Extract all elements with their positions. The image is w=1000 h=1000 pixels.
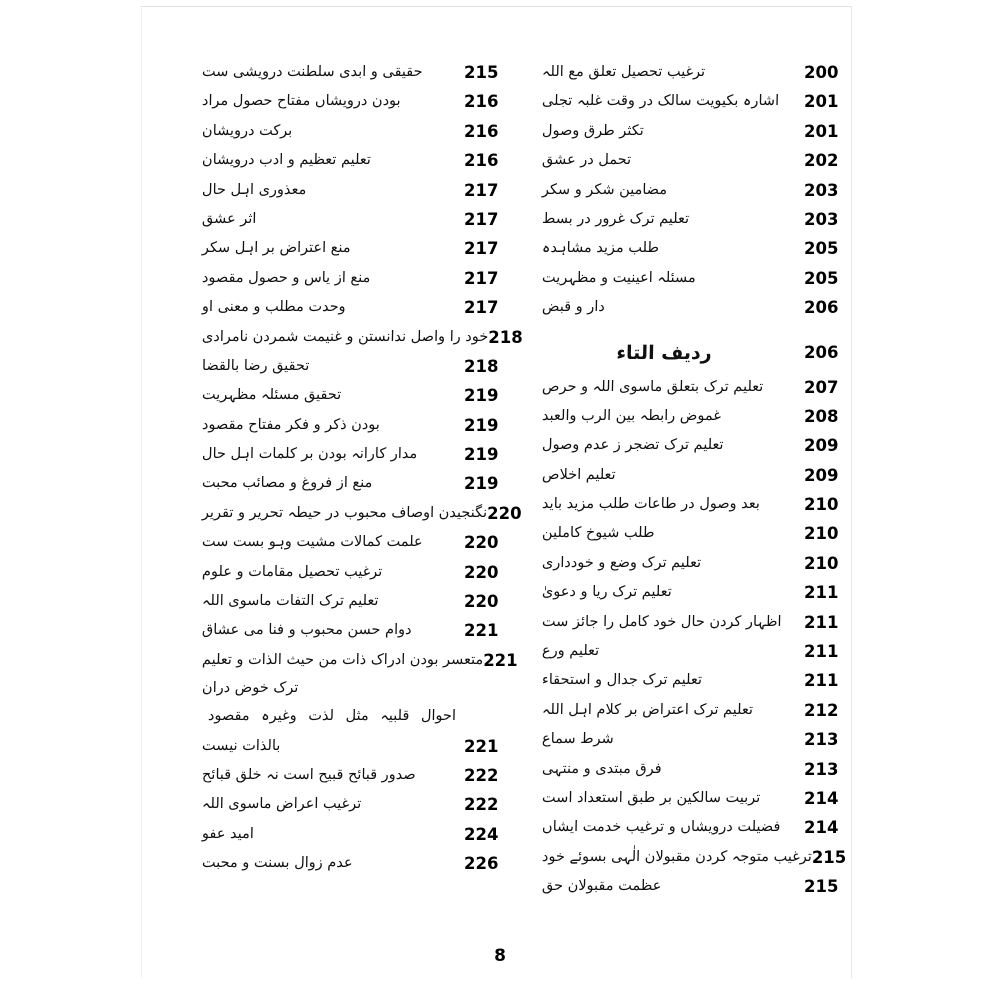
toc-entry-row[interactable] bbox=[200, 352, 510, 381]
toc-entry-title: تعلیم ترک تضجر ز عدم وصول bbox=[541, 437, 724, 454]
toc-entry-title: تعلیم ترک وضع و خودداری bbox=[541, 554, 702, 571]
toc-entry-row[interactable] bbox=[200, 761, 510, 790]
toc-entry-page-number: 219 bbox=[464, 445, 499, 465]
toc-entry-page-number: 220 bbox=[464, 562, 499, 582]
toc-entry-row[interactable] bbox=[540, 293, 850, 322]
toc-entry-page-number: 210 bbox=[804, 495, 839, 515]
toc-entry-row[interactable] bbox=[200, 411, 510, 440]
toc-entry-row[interactable] bbox=[200, 587, 510, 616]
toc-entry-title: ترغیب متوجہ کردن مقبولان الٰہی بسوئے خود bbox=[541, 848, 812, 865]
toc-entry-title: تربیت سالکین بر طبق استعداد است bbox=[541, 789, 761, 806]
toc-entry-title: تحقیق رضا بالقضا bbox=[201, 357, 310, 374]
toc-entry-row[interactable] bbox=[200, 440, 510, 469]
toc-entry-page-number: 216 bbox=[464, 121, 499, 141]
toc-entry-page-number: 226 bbox=[464, 854, 499, 874]
toc-entry-row[interactable] bbox=[540, 373, 850, 402]
toc-entry-title: متعسر بودن ادراک ذات من حیث الذات و تعلیم bbox=[201, 651, 484, 668]
toc-entry-page-number: 221 bbox=[464, 621, 499, 641]
toc-entry-page-number: 219 bbox=[464, 474, 499, 494]
toc-entry-title: عدم زوال بسنت و محبت bbox=[201, 855, 353, 872]
toc-entry-row[interactable] bbox=[200, 293, 510, 322]
toc-entry-row[interactable] bbox=[200, 176, 510, 205]
toc-entry-title: بالذات نیست bbox=[201, 737, 281, 754]
toc-entry-title: تعلیم ترک اعتراض بر کلام اہل اللہ bbox=[541, 701, 754, 718]
toc-entry-row[interactable] bbox=[540, 87, 850, 116]
toc-entry-title: منع از یاس و حصول مقصود bbox=[201, 269, 371, 286]
toc-entry-page-number: 213 bbox=[804, 730, 839, 750]
toc-entry-title: فرق مبتدی و منتہی bbox=[541, 760, 662, 777]
toc-entry-page-number: 205 bbox=[804, 268, 839, 288]
toc-entry-title: منع از فروغ و مصائب محبت bbox=[201, 475, 373, 492]
toc-entry-title: تعلیم ورع bbox=[541, 643, 600, 660]
toc-entry-title: وحدت مطلب و معنی او bbox=[201, 299, 346, 316]
toc-entry-page-number: 206 bbox=[804, 298, 839, 318]
toc-entry-title: طلب مزید مشاہدہ bbox=[541, 240, 660, 257]
toc-entry-row[interactable] bbox=[540, 666, 850, 695]
toc-entry-page-number: 221 bbox=[464, 736, 499, 756]
toc-entry-title: منع اعتراض بر اہل سکر bbox=[201, 240, 351, 257]
toc-entry-row[interactable] bbox=[200, 234, 510, 263]
toc-entry-row[interactable] bbox=[540, 519, 850, 548]
toc-entry-row[interactable] bbox=[540, 696, 850, 725]
toc-entry-page-number: 218 bbox=[488, 327, 523, 347]
toc-entry-row[interactable] bbox=[540, 234, 850, 263]
toc-entry-row[interactable] bbox=[200, 146, 510, 175]
toc-entry-row[interactable] bbox=[200, 323, 523, 352]
toc-entry-title: حقیقی و ابدی سلطنت درویشی ست bbox=[201, 64, 423, 80]
toc-entry-page-number: 222 bbox=[464, 765, 499, 785]
toc-entry-title: تعلیم ترک غرور در بسط bbox=[541, 210, 690, 227]
toc-entry-page-number: 211 bbox=[804, 642, 839, 662]
toc-entry-page-number: 205 bbox=[804, 239, 839, 259]
toc-entry-title: بودن درویشاں مفتاح حصول مراد bbox=[201, 93, 401, 110]
toc-entry-title: دار و قبض bbox=[541, 299, 605, 316]
toc-entry-row[interactable] bbox=[540, 490, 850, 519]
toc-entry-page-number: 209 bbox=[804, 436, 839, 456]
toc-entry-row[interactable] bbox=[540, 755, 850, 784]
toc-section-heading-row[interactable] bbox=[540, 333, 850, 373]
toc-entry-title: تعلیم تعظیم و ادب درویشان bbox=[201, 152, 372, 169]
toc-entry-page-number: 219 bbox=[464, 386, 499, 406]
toc-entry-row[interactable] bbox=[540, 264, 850, 293]
toc-entry-page-number: 217 bbox=[464, 180, 499, 200]
toc-entry-page-number: 216 bbox=[464, 92, 499, 112]
toc-entry-title: مسئلہ اعینیت و مظہریت bbox=[541, 269, 696, 286]
toc-column-right bbox=[540, 58, 850, 918]
toc-section-heading-text: ردیف التاء bbox=[616, 341, 712, 364]
toc-entry-title: نگنجیدن اوصاف محبوب در حیطہ تحریر و تقریر bbox=[201, 504, 488, 521]
toc-entry-title: فضیلت درویشاں و ترغیب خدمت ایشاں bbox=[541, 819, 781, 836]
toc-entry-title: اظہار کردن حال خود کامل را جائز ست bbox=[541, 613, 782, 630]
toc-entry-title: ترغیب تحصیل تعلق مع اللہ bbox=[541, 64, 706, 80]
toc-entry-page-number: 214 bbox=[804, 788, 839, 808]
toc-entry-row[interactable] bbox=[540, 813, 850, 842]
toc-entry-page-number: 212 bbox=[804, 700, 839, 720]
toc-entry-page-number: 218 bbox=[464, 356, 499, 376]
toc-entry-page-number: 207 bbox=[804, 377, 839, 397]
toc-entry-page-number: 219 bbox=[464, 415, 499, 435]
toc-entry-page-number: 220 bbox=[487, 503, 522, 523]
toc-entry-title: عظمت مقبولان حق bbox=[541, 878, 662, 895]
toc-entry-page-number: 214 bbox=[804, 818, 839, 838]
toc-entry-page-number: 210 bbox=[804, 524, 839, 544]
toc-entry-title: ترک خوض دران bbox=[201, 680, 299, 697]
toc-entry-page-number: 217 bbox=[464, 298, 499, 318]
toc-entry-page-number: 217 bbox=[464, 268, 499, 288]
toc-entry-title: تعلیم اخلاص bbox=[541, 466, 616, 483]
toc-entry-page-number: 211 bbox=[804, 671, 839, 691]
toc-entry-row[interactable] bbox=[200, 616, 510, 645]
toc-entry-row[interactable] bbox=[540, 549, 850, 578]
toc-entry-page-number: 215 bbox=[464, 63, 499, 82]
toc-entry-title: بودن ذکر و فکر مفتاح مقصود bbox=[201, 416, 381, 433]
toc-entry-title: تکثر طرق وصول bbox=[541, 122, 644, 139]
toc-entry-row[interactable] bbox=[540, 608, 850, 637]
toc-entry-title: صدور قبائح قبیح است نہ خلق قبائح bbox=[201, 766, 416, 783]
toc-entry-row[interactable] bbox=[540, 461, 850, 490]
toc-entry-row[interactable] bbox=[540, 402, 850, 431]
toc-entry-page-number: 209 bbox=[804, 465, 839, 485]
toc-entry-title: علمت کمالات مشیت وہو بست ست bbox=[201, 534, 423, 551]
toc-entry-title: مضامین شکر و سکر bbox=[541, 181, 668, 198]
toc-entry-row[interactable] bbox=[200, 205, 510, 234]
toc-entry-page-number: 220 bbox=[464, 533, 499, 553]
toc-entry-page-number: 215 bbox=[804, 877, 839, 897]
toc-entry-title: خود را واصل ندانستن و غنیمت شمردن نامرادی bbox=[201, 328, 489, 345]
toc-entry-page-number: 211 bbox=[804, 612, 839, 632]
toc-entry-row[interactable] bbox=[200, 87, 510, 116]
toc-entry-title: معذوری اہل حال bbox=[201, 181, 307, 198]
toc-entry-row[interactable] bbox=[540, 843, 850, 872]
toc-entry-page-number: 201 bbox=[804, 121, 839, 141]
toc-entry-title: شرط سماع bbox=[541, 731, 614, 748]
toc-entry-title: برکت درویشان bbox=[201, 122, 293, 139]
toc-entry-page-number: 203 bbox=[804, 209, 839, 229]
toc-entry-page-number: 201 bbox=[804, 92, 839, 112]
toc-entry-page-number: 208 bbox=[804, 406, 839, 426]
toc-entry-page-number: 221 bbox=[483, 650, 518, 670]
table-of-contents bbox=[150, 58, 850, 918]
toc-entry-title: بعد وصول در طاعات طلب مزید باید bbox=[541, 496, 761, 513]
toc-entry-row[interactable] bbox=[540, 872, 850, 901]
toc-entry-page-number: 216 bbox=[464, 151, 499, 171]
toc-entry-title: ترغیب تحصیل مقامات و علوم bbox=[201, 563, 383, 580]
toc-entry-title: تحقیق مسئلہ مظہریت bbox=[201, 387, 342, 404]
toc-entry-title: تحمل در عشق bbox=[541, 152, 632, 169]
toc-entry-title: تعلیم ترک بتعلق ماسوی اللہ و حرص bbox=[541, 378, 764, 395]
toc-entry-title: اشارہ بکیویت سالک در وقت غلبہ تجلی bbox=[541, 93, 780, 110]
toc-entry-page-number: 220 bbox=[464, 592, 499, 612]
toc-entry-page-number: 200 bbox=[804, 63, 839, 82]
toc-column-left bbox=[200, 58, 523, 918]
toc-entry-page-number: 203 bbox=[804, 180, 839, 200]
page-edge-right-line bbox=[851, 6, 852, 978]
toc-entry-title: تعلیم ترک جدال و استحقاء bbox=[541, 672, 703, 689]
toc-entry-title: تعلیم ترک ریا و دعویٰ bbox=[541, 584, 672, 601]
toc-entry-row[interactable] bbox=[540, 431, 850, 460]
toc-entry-page-number: 202 bbox=[804, 151, 839, 171]
toc-entry-row[interactable] bbox=[200, 675, 510, 702]
toc-entry-title: تعلیم ترک التفات ماسوی اللہ bbox=[201, 593, 379, 610]
toc-entry-row[interactable] bbox=[200, 528, 510, 557]
toc-entry-row[interactable] bbox=[200, 790, 510, 819]
toc-entry-row[interactable] bbox=[200, 820, 510, 849]
toc-entry-page-number: 224 bbox=[464, 824, 499, 844]
toc-entry-page-number: 222 bbox=[464, 795, 499, 815]
page-folio-number: 8 bbox=[494, 946, 506, 966]
toc-entry-title: غموض رابطہ بین الرب والعبد bbox=[541, 407, 722, 424]
toc-entry-row[interactable] bbox=[200, 732, 510, 761]
toc-entry-title: اثر عشق bbox=[201, 210, 257, 227]
toc-entry-row[interactable] bbox=[200, 499, 522, 528]
toc-entry-title: مدار کارانہ بودن بر کلمات اہل حال bbox=[201, 446, 418, 463]
toc-entry-title: امید عفو bbox=[201, 825, 255, 842]
toc-entry-row[interactable] bbox=[540, 58, 850, 87]
toc-entry-page-number: 217 bbox=[464, 209, 499, 229]
toc-entry-title: دوام حسن محبوب و فنا می عشاق bbox=[201, 622, 412, 639]
toc-entry-row[interactable] bbox=[200, 117, 510, 146]
toc-entry-page-number: 211 bbox=[804, 583, 839, 603]
toc-entry-row[interactable] bbox=[200, 58, 510, 87]
toc-entry-row[interactable] bbox=[200, 558, 510, 587]
toc-entry-row[interactable] bbox=[540, 725, 850, 754]
toc-entry-page-number: 206 bbox=[804, 342, 839, 362]
toc-entry-row[interactable] bbox=[540, 784, 850, 813]
toc-entry-row[interactable] bbox=[540, 578, 850, 607]
toc-entry-row[interactable] bbox=[200, 381, 510, 410]
toc-entry-row[interactable] bbox=[200, 264, 510, 293]
toc-entry-row[interactable] bbox=[200, 849, 510, 878]
toc-entry-title: ترغیب اعراض ماسوی اللہ bbox=[201, 796, 362, 813]
toc-entry-row[interactable] bbox=[200, 469, 510, 498]
toc-entry-page-number: 215 bbox=[811, 847, 847, 867]
toc-entry-row[interactable] bbox=[540, 146, 850, 175]
toc-entry-page-number: 213 bbox=[804, 759, 839, 779]
toc-entry-row[interactable] bbox=[540, 637, 850, 666]
toc-entry-page-number: 210 bbox=[804, 553, 839, 573]
toc-entry-row[interactable] bbox=[540, 176, 850, 205]
toc-entry-row[interactable] bbox=[200, 702, 510, 731]
toc-entry-title: طلب شیوخ کاملین bbox=[541, 525, 655, 542]
page-edge-top-line bbox=[140, 6, 852, 7]
toc-entry-row[interactable] bbox=[540, 205, 850, 234]
toc-entry-row[interactable] bbox=[540, 117, 850, 146]
toc-entry-page-number: 217 bbox=[464, 239, 499, 259]
toc-entry-title: احوال قلبیہ مثل لذت وغیرہ مقصود bbox=[207, 708, 457, 725]
page-edge-left-line bbox=[141, 6, 142, 978]
toc-entry-row[interactable] bbox=[200, 646, 518, 675]
